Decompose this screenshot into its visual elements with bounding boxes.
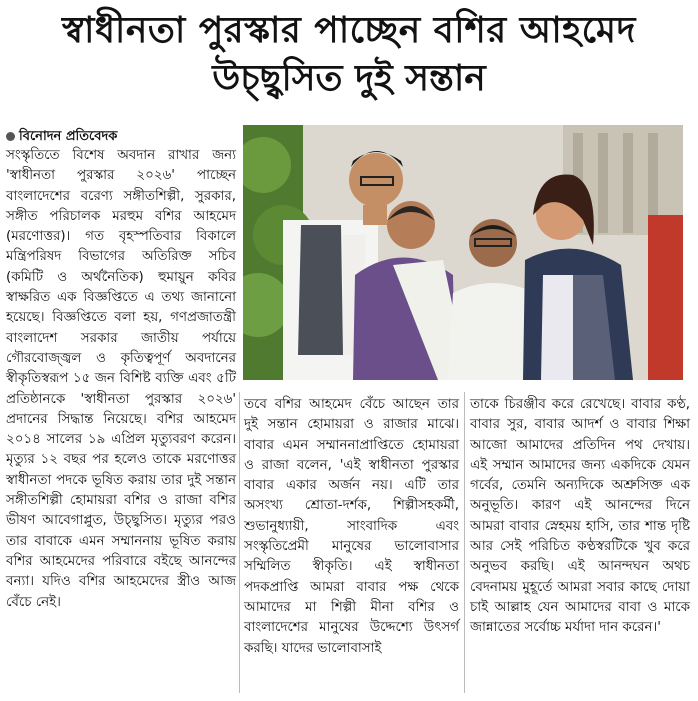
column-divider-2 bbox=[464, 392, 465, 693]
family-photo bbox=[243, 125, 683, 380]
headline-line-1: স্বাধীনতা পুরস্কার পাচ্ছেন বশির আহমেদ bbox=[62, 10, 636, 51]
family-photo-illustration bbox=[243, 125, 683, 380]
byline bbox=[6, 127, 236, 148]
byline-text: বিনোদন প্রতিবেদক bbox=[19, 129, 118, 144]
article-column-2: তবে বশির আহমেদ বেঁচে আছেন তার দুই সন্তান হোমায়রা ও রাজার মাঝে। বাবার এমন সম্মাননাপ্রাপ্তিতে হোমায়রা ও রাজা বলেন, 'এই স্বাধীনতা পুরস্কার বাবার একার অর্জন নয়। এটি তার অসংখ্য শ্রোতা-দর্শক, শিল্পীসহকর্মী, শুভানুধ্যায়ী, সাংবাদিক এবং সংস্কৃতিপ্রেমী মানুষের ভালোবাসার সম্মিলিত স্বীকৃতি। এই স্বাধীনতা পদকপ্রাপ্তি আমরা বাবার পক্ষ থেকে আমাদের মা শিল্পী মীনা বশির ও বাংলাদেশের মানুষের উদ্দেশ্যে উৎসর্গ করছি। যাদের ভালোবাসাই bbox=[244, 397, 459, 656]
headline-line-2: উচ্ছ্বসিত দুই সন্তান bbox=[212, 58, 486, 99]
article-column-3: তাকে চিরঞ্জীব করে রেখেছে। বাবার কণ্ঠ, বাবার সুর, বাবার আদর্শ ও বাবার শিক্ষা আজো আমাদের প্রতিদিন পথ দেখায়। এই সম্মান আমাদের জন্য একদিকে যেমন গর্বের, তেমনি অন্যদিকে অশ্রুসিক্ত এক অনুভূতি। কারণ এই আনন্দের দিনে আমরা বাবার স্নেহময় হাসি, তার শান্ত দৃষ্টি আর সেই পরিচিত কণ্ঠস্বরটিকে খুব করে অনুভব করছি। এই আনন্দঘন অথচ বেদনাময় মুহূর্তে আমরা সবার কাছে দোয়া চাই আল্লাহ যেন আমাদের বাবা ও মাকে জান্নাতের সর্বোচ্চ মর্যাদা দান করেন।' bbox=[470, 397, 690, 636]
column-divider-1 bbox=[239, 392, 240, 693]
article-column-1: সংস্কৃতিতে বিশেষ অবদান রাখার জন্য 'স্বাধীনতা পুরস্কার ২০২৬' পাচ্ছেন বাংলাদেশের বরেণ্য সঙ্গীতশিল্পী, সুরকার, সঙ্গীত পরিচালক মরহুম বশির আহমেদ (মরণোত্তর)। গত বৃহস্পতিবার বিকালে মন্ত্রিপরিষদ বিভাগের অতিরিক্ত সচিব (কমিটি ও অর্থনৈতিক) হুমায়ুন কবির স্বাক্ষরিত এক বিজ্ঞপ্তিতে এ তথ্য জানানো হয়েছে। বিজ্ঞপ্তিতে বলা হয়, গণপ্রজাতন্ত্রী বাংলাদেশ সরকার জাতীয় পর্যায়ে গৌরবোজ্জ্বল ও কৃতিত্বপূর্ণ অবদানের স্বীকৃতিস্বরূপ ১৫ জন বিশিষ্ট ব্যক্তি এবং ৫টি প্রতিষ্ঠানকে 'স্বাধীনতা পুরস্কার ২০২৬' প্রদানের সিদ্ধান্ত নিয়েছে। বশির আহমেদ ২০১৪ সালের ১৯ এপ্রিল মৃত্যুবরণ করেন। মৃত্যুর ১২ বছর পর হলেও তাকে মরণোত্তর স্বাধীনতা পদকে ভূষিত করায় তার দুই সন্তান সঙ্গীতশিল্পী হোমায়রা বশির ও রাজা বশির ভীষণ আবেগাপ্লুত, উচ্ছ্বসিত। মৃত্যুর পরও তার বাবাকে এমন সম্মাননায় ভূষিত করায় বশির আহমেদের পরিবারে বইছে আনন্দের বন্যা। যদিও বশির আহমেদের স্ত্রীও আজ বেঁচে নেই। bbox=[6, 148, 236, 610]
bullet-icon bbox=[6, 132, 15, 141]
headline bbox=[0, 8, 698, 102]
